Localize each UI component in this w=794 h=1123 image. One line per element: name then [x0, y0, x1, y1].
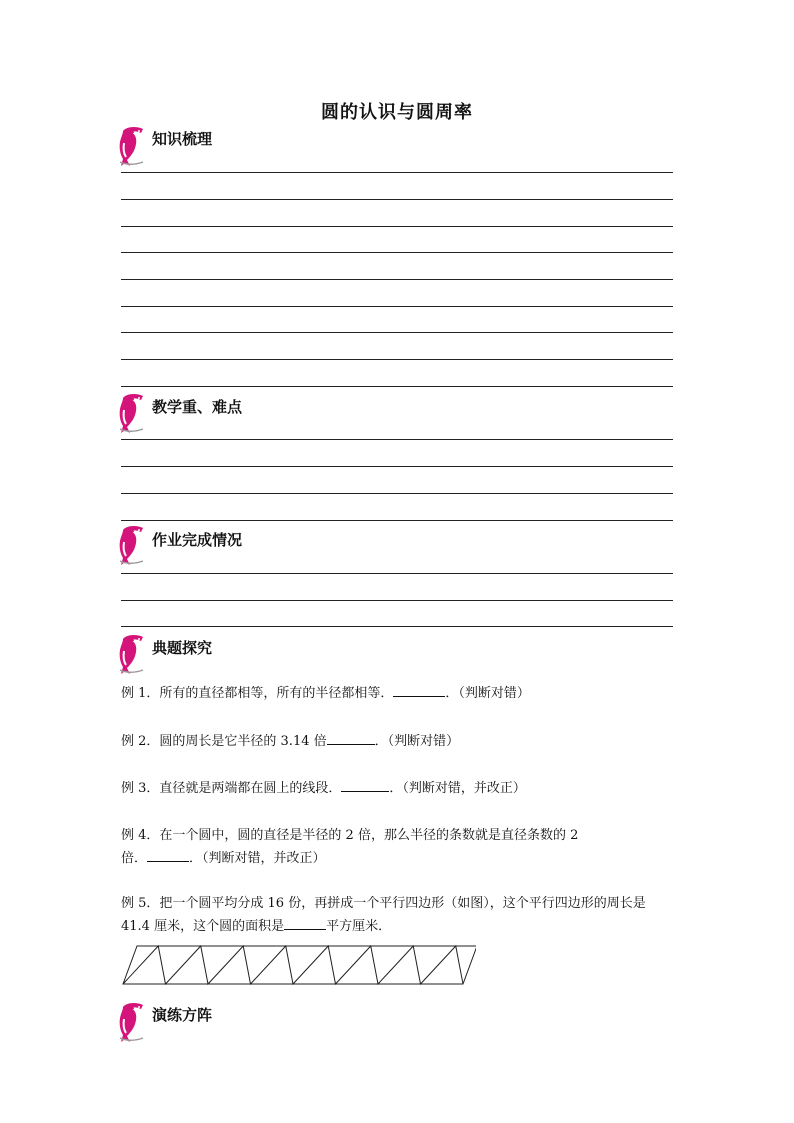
section-title: 典题探究: [152, 639, 213, 657]
writing-line: [121, 279, 673, 280]
section-title: 教学重、难点: [152, 398, 243, 416]
sectors-parallelogram-figure: [122, 944, 476, 986]
example-2: 例 2．圆的周长是它半径的 3.14 倍 ．（判断对错）: [121, 730, 677, 753]
writing-line: [121, 359, 673, 360]
section-title: 作业完成情况: [152, 531, 243, 549]
example-1: 例 1．所有的直径都相等，所有的半径都相等． ．（判断对错）: [121, 682, 677, 705]
writing-line: [121, 520, 673, 521]
writing-line: [121, 600, 673, 601]
writing-line: [121, 466, 673, 467]
sector-divider-lines: [123, 946, 463, 984]
dolphin-icon: [117, 391, 147, 435]
writing-line: [121, 252, 673, 253]
writing-line: [121, 226, 673, 227]
writing-line: [121, 626, 673, 627]
dolphin-icon: [117, 124, 147, 168]
parallelogram-outline: [123, 946, 476, 984]
writing-line: [121, 493, 673, 494]
answer-blank[interactable]: [147, 847, 189, 862]
writing-line: [121, 439, 673, 440]
example-4: 例 4．在一个圆中，圆的直径是半径的 2 倍，那么半径的条数就是直径条数的 2 倍． ．（判断对错，并改正）: [121, 828, 579, 866]
section-title: 演练方阵: [152, 1006, 213, 1024]
writing-line: [121, 172, 673, 173]
section-title: 知识梳理: [152, 130, 213, 148]
example-5: 例 5．把一个圆平均分成 16 份，再拼成一个平行四边形（如图），这个平行四边形的周长是 41.4 厘米，这个圆的面积是 平方厘米．: [121, 896, 646, 934]
writing-line: [121, 306, 673, 307]
answer-blank[interactable]: [327, 730, 375, 745]
answer-blank[interactable]: [284, 915, 326, 930]
answer-blank[interactable]: [393, 682, 445, 697]
writing-line: [121, 332, 673, 333]
dolphin-icon: [117, 523, 147, 567]
writing-line: [121, 199, 673, 200]
writing-line: [121, 386, 673, 387]
answer-blank[interactable]: [341, 777, 389, 792]
dolphin-icon: [117, 1000, 147, 1044]
page-title: 圆的认识与圆周率: [321, 102, 473, 123]
writing-line: [121, 573, 673, 574]
example-3: 例 3．直径就是两端都在圆上的线段． ．（判断对错，并改正）: [121, 777, 677, 800]
dolphin-icon: [117, 632, 147, 676]
